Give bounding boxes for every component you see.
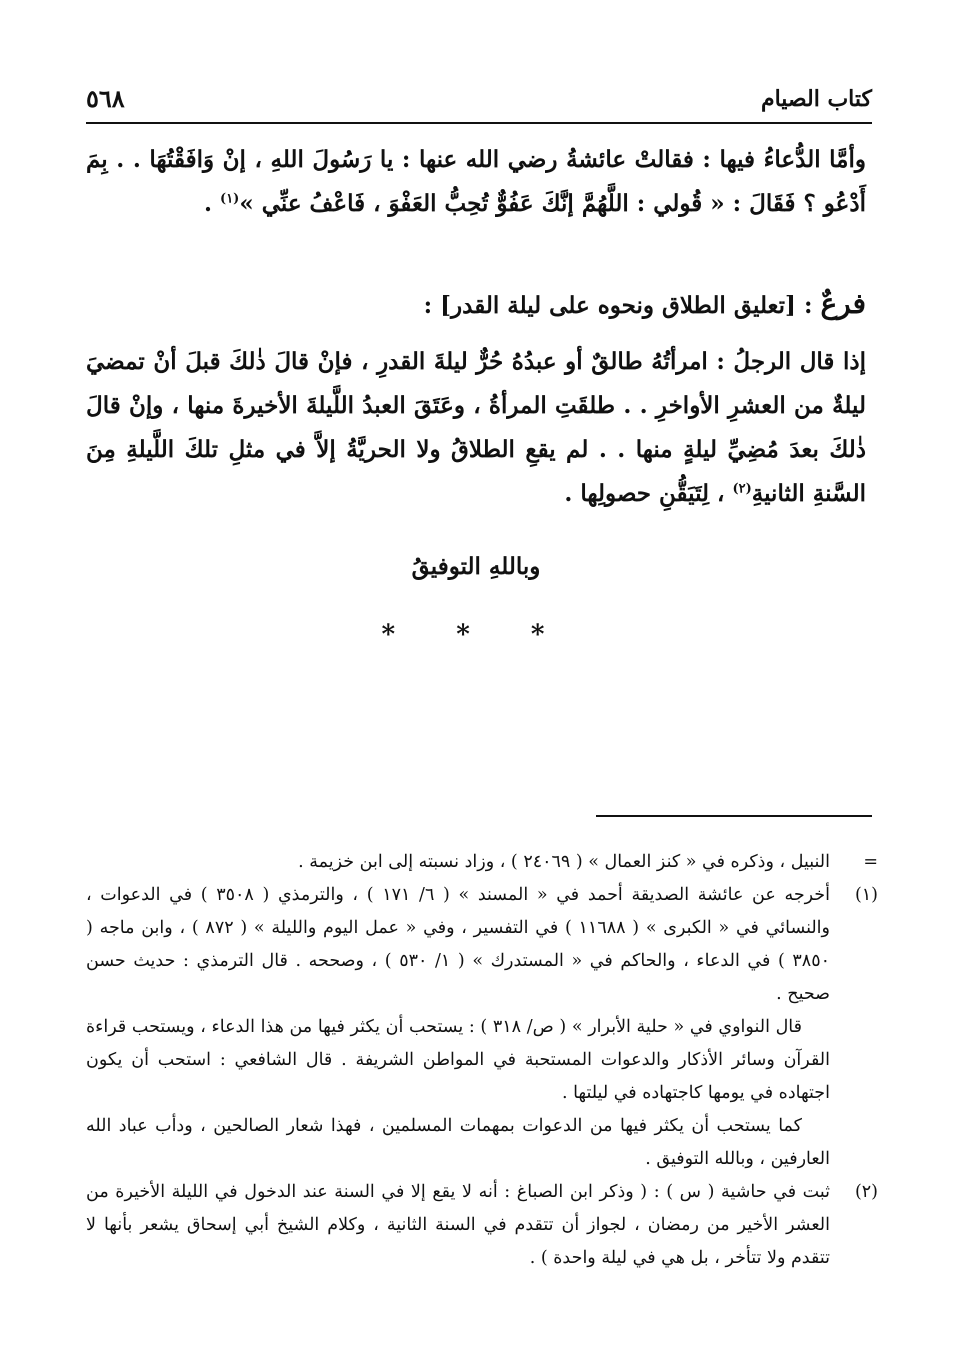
footnote-marker: =: [863, 852, 878, 872]
footnote-rule: [596, 815, 872, 817]
footnote-text: النبيل ، وذكره في « كنز العمال » ( ٢٤٠٦٩ ) ، وزاد نسبته إلى ابن خزيمة .: [298, 852, 830, 872]
footnotes: [86, 846, 882, 1275]
footnote-text: ثبت في حاشية ( س ) : ( وذكر ابن الصباغ : أنه لا يقع إلا في السنة عند الدخول في الليلة الأخيرة من العشر الأخير من رمضان ، لجواز أن تتقدم في السنة الثانية ، وكلام الشيخ أبي إسحاق يشعر بأنها لا تتقدم ولا تتأخر ، بل هي في ليلة واحدة ) .: [86, 1182, 830, 1268]
section-label: فرعٌ: [820, 287, 866, 320]
footnote-text: قال النواوي في « حلية الأبرار » ( ص/ ٣١٨ ) : يستحب أن يكثر فيها من هذا الدعاء ، ويستحب قراءة القرآن وسائر الأذكار والدعوات المستحبة في المواطن الشريفة . قال الشافعي : استحب أن يكون اجتهاده في يومها كاجتهاده في ليلتها .: [86, 1017, 830, 1103]
section-title: : [تعليق الطلاق ونحوه على ليلة القدر] :: [423, 292, 821, 319]
header-rule: [86, 122, 872, 124]
page-number: ٥٦٨: [86, 84, 125, 113]
paragraph-dua-end: .: [204, 190, 221, 217]
footnote-marker: (١): [854, 885, 878, 905]
footnote-text: أخرجه عن عائشة الصديقة أحمد في « المسند » ( ٦/ ١٧١ ) ، والترمذي ( ٣٥٠٨ ) في الدعوات ، والنسائي في « الكبرى » ( ١١٦٨٨ ) في التفسير ، وفي « عمل اليوم والليلة » ( ٨٧٢ ) ، وابن ماجه ( ٣٨٥٠ ) في الدعاء ، والحاكم في « المستدرك » ( ١/ ٥٣٠ ) ، وصححه . قال الترمذي : حديث حسن صحيح .: [86, 885, 830, 1004]
paragraph-talaq: [86, 340, 866, 516]
footnote-1: [86, 879, 882, 1176]
paragraph-dua: [86, 138, 866, 226]
section-divider-asterisks: * * *: [381, 620, 571, 650]
footnote-continuation: [86, 846, 882, 879]
section-heading: [86, 282, 866, 328]
paragraph-talaq-text: إذا قال الرجلُ : امرأتُهُ طالقٌ أو عبدُهُ حُرٌّ ليلةَ القدرِ ، فإنْ قالَ ذٰلكَ قبلَ أنْ تمضيَ ليلةٌ من العشرِ الأواخرِ . . طلقَتِ المرأةُ ، وعَتَقَ العبدُ اللَّيلةَ الأخيرةَ منها ، وإنْ قالَ ذٰلكَ بعدَ مُضِيِّ ليلةٍ منها . . لم يقعِ الطلاقُ ولا الحريَّةُ إلاَّ في مثلِ تلكَ اللَّيلةِ مِنَ السَّنةِ الثانيةِ: [86, 348, 866, 507]
running-title: كتاب الصيام: [760, 86, 872, 112]
closing-phrase: وباللهِ التوفيقُ: [411, 553, 541, 580]
paragraph-dua-text: وأمَّا الدُّعاءُ فيها : فقالتْ عائشةُ رضي الله عنها : يا رَسُولَ اللهِ ، إنْ وَافَقْتُهَا . . بِمَ أَدْعُو ؟ فَقَالَ : « قُولي : اللَّهُمَّ إنَّكَ عَفُوٌّ تُحِبُّ العَفْوَ ، فَاعْفُ عنِّي »: [86, 146, 866, 217]
footnote-marker: (٢): [854, 1182, 878, 1202]
paragraph-talaq-end: ، لِتَيَقُّنِ حصولِها .: [564, 480, 733, 507]
footnote-ref-1[interactable]: (١): [220, 191, 240, 207]
footnote-text: كما يستحب أن يكثر فيها من الدعوات بمهمات المسلمين ، فهذا شعار الصالحين ، ودأب عباد الله العارفين ، وبالله التوفيق .: [86, 1116, 830, 1169]
footnote-ref-2[interactable]: (٢): [732, 481, 752, 497]
footnote-2: [86, 1176, 882, 1275]
page-header: [86, 84, 872, 118]
